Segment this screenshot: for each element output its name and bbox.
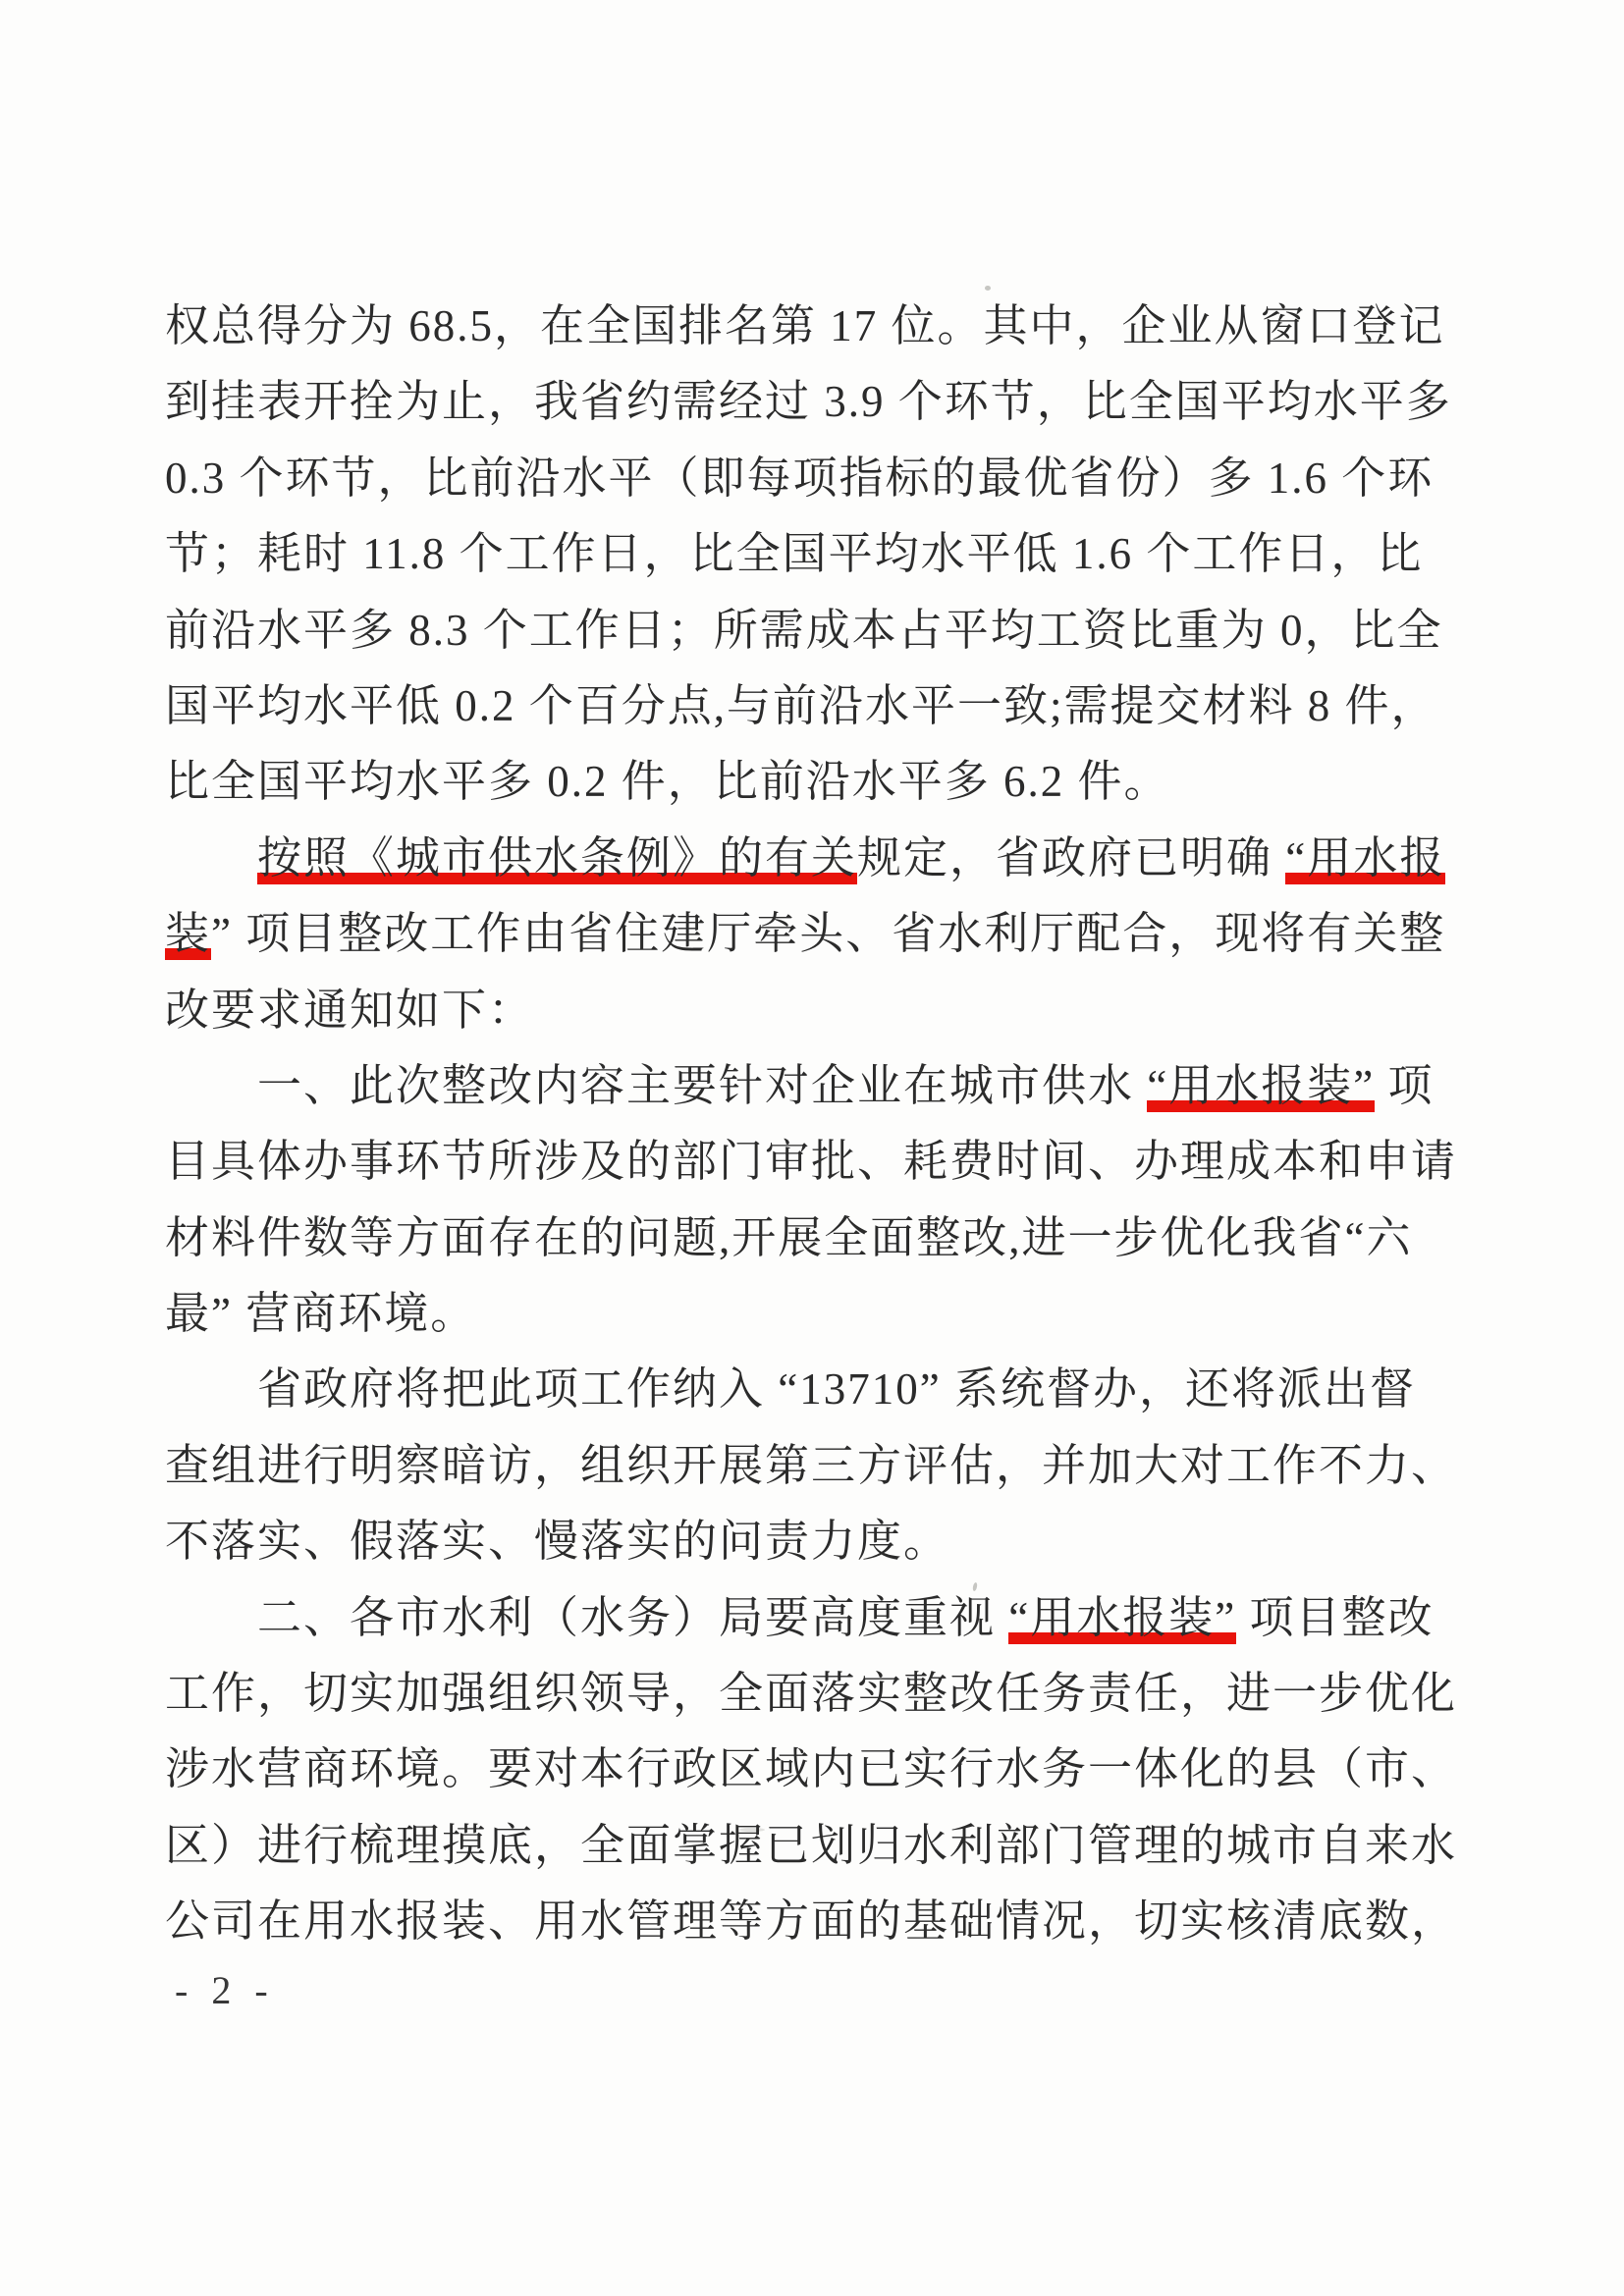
text-line: [165, 1428, 1477, 1504]
text-segment: 权总得分为 68.5，在全国排名第 17 位。其中，企业从窗口登记: [165, 301, 1445, 350]
red-underlined-text: 按照《城市供水条例》的有关: [257, 832, 858, 882]
text-segment: 改要求通知如下：: [165, 985, 535, 1035]
text-line: [165, 821, 1477, 896]
text-segment: 0.3 个环节，比前沿水平（即每项指标的最优省份）多 1.6 个环: [165, 453, 1435, 503]
text-line: [165, 1352, 1477, 1427]
red-underlined-text: “用水报装”: [1008, 1592, 1237, 1642]
text-segment: 涉水营商环境。要对本行政区域内已实行水务一体化的县（市、: [165, 1744, 1458, 1794]
text-segment: 一、此次整改内容主要针对企业在城市供水: [257, 1060, 1148, 1110]
text-segment: 项: [1375, 1060, 1435, 1110]
text-line: [165, 896, 1477, 972]
text-segment: 二、各市水利（水务）局要高度重视: [257, 1592, 1009, 1642]
red-underlined-text: 装: [165, 909, 212, 959]
text-segment: 区）进行梳理摸底，全面掌握已划归水利部门管理的城市自来水: [165, 1820, 1458, 1870]
red-underlined-text: “用水报: [1285, 832, 1446, 882]
text-line: [165, 516, 1477, 592]
text-segment: 目具体办事环节所涉及的部门审批、耗费时间、办理成本和申请: [165, 1137, 1458, 1187]
text-line: [165, 1276, 1477, 1352]
text-line: [165, 1808, 1477, 1884]
text-line: [165, 973, 1477, 1048]
text-line: [165, 1732, 1477, 1807]
text-segment: 最” 营商环境。: [165, 1289, 477, 1339]
text-segment: 节；耗时 11.8 个工作日，比全国平均水平低 1.6 个工作日，比: [165, 529, 1424, 579]
text-segment: 前沿水平多 8.3 个工作日；所需成本占平均工资比重为 0，比全: [165, 605, 1443, 655]
text-segment: ” 项目整改工作由省住建厅牵头、省水利厅配合，现将有关整: [211, 909, 1446, 959]
page-number: - 2 -: [175, 1968, 275, 2012]
text-line: [165, 1580, 1477, 1656]
text-line: [165, 744, 1477, 820]
text-segment: 省政府将把此项工作纳入 “13710” 系统督办，还将派出督: [257, 1364, 1416, 1415]
text-line: [165, 1884, 1477, 1959]
text-line: [165, 1201, 1477, 1276]
text-segment: 查组进行明察暗访，组织开展第三方评估，并加大对工作不力、: [165, 1440, 1458, 1490]
text-segment: 工作，切实加强组织领导，全面落实整改任务责任，进一步优化: [165, 1669, 1458, 1719]
text-segment: 规定，省政府已明确: [857, 832, 1286, 882]
document-body: [165, 289, 1477, 1960]
text-line: [165, 1048, 1477, 1124]
text-line: [165, 593, 1477, 668]
text-line: [165, 289, 1477, 364]
text-line: [165, 1124, 1477, 1200]
text-line: [165, 364, 1477, 440]
text-line: [165, 668, 1477, 744]
text-line: [165, 441, 1477, 516]
text-segment: 公司在用水报装、用水管理等方面的基础情况，切实核清底数，: [165, 1896, 1458, 1947]
text-segment: 材料件数等方面存在的问题,开展全面整改,进一步优化我省“六: [165, 1212, 1413, 1262]
text-segment: 项目整改: [1236, 1592, 1435, 1642]
text-segment: 比全国平均水平多 0.2 件，比前沿水平多 6.2 件。: [165, 757, 1170, 807]
text-line: [165, 1656, 1477, 1732]
text-line: [165, 1504, 1477, 1579]
text-segment: 不落实、假落实、慢落实的问责力度。: [165, 1517, 950, 1567]
text-segment: 到挂表开拴为止，我省约需经过 3.9 个环节，比全国平均水平多: [165, 377, 1452, 427]
text-segment: 国平均水平低 0.2 个百分点,与前沿水平一致;需提交材料 8 件，: [165, 680, 1437, 730]
red-underlined-text: “用水报装”: [1147, 1060, 1376, 1110]
